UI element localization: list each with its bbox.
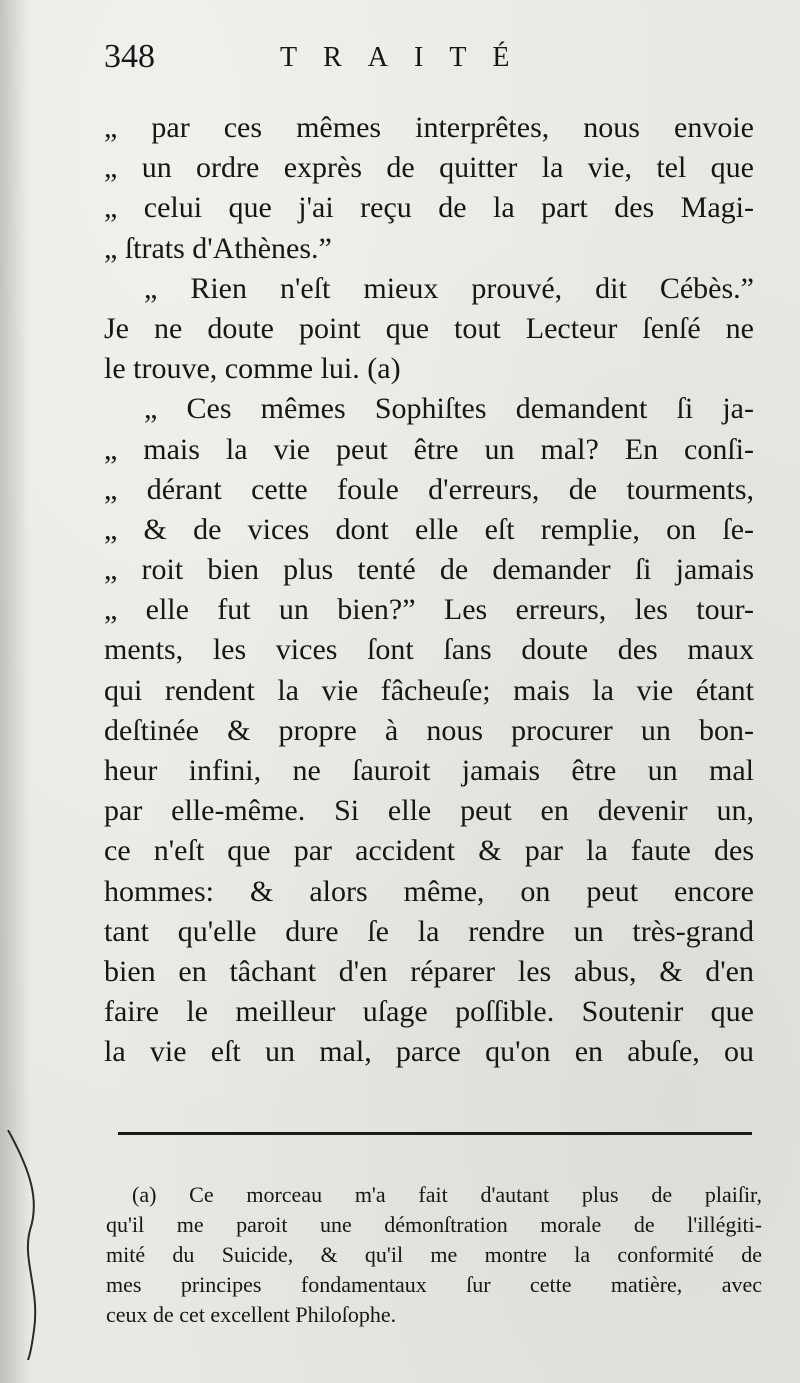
text-line: heur infini, ne ſauroit jamais être un mal [104,754,754,787]
text-line: la vie eſt un mal, parce qu'on en abuſe, ou [104,1035,754,1069]
text-line: „ Ces mêmes Sophiſtes demandent ſi ja- [144,392,754,426]
text-line: „ un ordre exprès de quitter la vie, tel que [104,151,754,185]
footnote-line: ceux de cet excellent Philoſophe. [106,1302,397,1327]
text-line: ce n'eſt que par accident & par la faute des [104,834,754,868]
text-line: „ roit bien plus tenté de demander ſi jamais [104,553,754,587]
text-line: tant qu'elle dure ſe la rendre un très-grand [104,914,754,948]
text-line: „ mais la vie peut être un mal? En conſi- [104,432,754,466]
page-number: 348 [104,38,155,75]
text-line: „ par ces mêmes interprêtes, nous envoie [104,111,754,144]
text-line: ments, les vices ſont ſans doute des maux [104,633,754,667]
text-line: deſtinée & propre à nous procurer un bon- [104,713,754,747]
text-line: „ Rien n'eſt mieux prouvé, dit Cébès.” [144,271,754,305]
body-text [104,108,754,1073]
text-line: „ & de vices dont elle eſt remplie, on ſe- [104,512,754,546]
text-line: „ dérant cette foule d'erreurs, de tourments, [104,472,754,506]
text-line: „ ſtrats d'Athènes.” [104,231,332,265]
footnote-line: mes principes fondamentaux ſur cette matière, avec [106,1272,762,1297]
footnote-divider [118,1132,752,1135]
footnote-line: (a) Ce morceau m'a fait d'autant plus de plaiſir, [132,1182,762,1207]
text-line: faire le meilleur uſage poſſible. Soutenir que [104,995,754,1029]
text-line: le trouve, comme lui. (a) [104,352,401,386]
page-header [100,38,760,88]
footnote-line: mité du Suicide, & qu'il me montre la conformité de [106,1242,762,1267]
footnote-line: qu'il me paroit une démonſtration morale de l'illégiti- [106,1212,762,1237]
text-line: hommes: & alors même, on peut encore [104,874,754,908]
text-line: par elle-même. Si elle peut en devenir un, [104,794,754,828]
page-edge-mark [0,1130,60,1360]
footnote [106,1180,762,1330]
text-line: „ elle fut un bien?” Les erreurs, les tour- [104,593,754,627]
text-line: qui rendent la vie fâcheuſe; mais la vie étant [104,673,754,707]
text-line: Je ne doute point que tout Lecteur ſenſé ne [104,311,754,345]
running-head: TRAITÉ [280,42,536,73]
text-line: bien en tâchant d'en réparer les abus, & d'en [104,954,754,988]
text-line: „ celui que j'ai reçu de la part des Magi- [104,191,754,225]
